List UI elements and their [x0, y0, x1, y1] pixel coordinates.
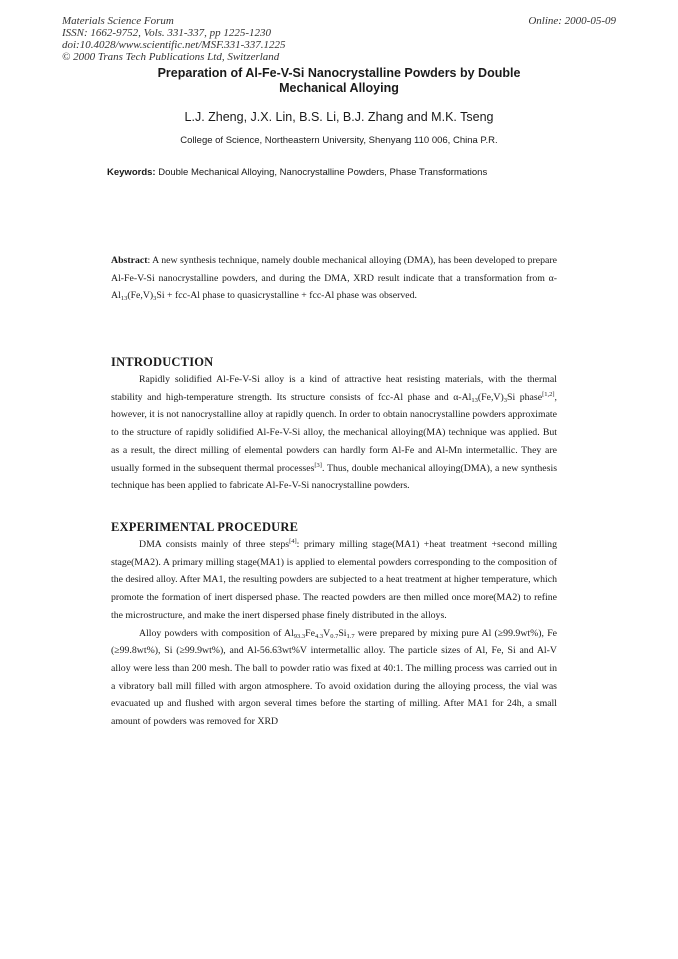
reference-citation: [4] [289, 538, 297, 545]
keywords-label: Keywords: [107, 167, 156, 178]
issn-line: ISSN: 1662-9752, Vols. 331-337, pp 1225-1230 [62, 27, 271, 39]
abstract-label: Abstract [111, 255, 148, 266]
doi-line: doi:10.4028/www.scientific.net/MSF.331-337.1225 [62, 39, 286, 51]
keywords [107, 167, 487, 178]
introduction-body: Rapidly solidified Al-Fe-V-Si alloy is a kind of attractive heat resisting materials, with the thermal stability and high-temperature strength. Its structure consists of fcc-Al phase and $\alpha-Al_{13}(Fe,V)_3Si$ phase[1,2], however, it is not nanocrystalline alloy at rapidly quench. In order to obtain nanocrystalline powders approximate to the structure of rapidly solidified Al-Fe-V-Si alloy, the mechanical alloying(MA) technique was applied. But as a result, the direct milling of elemental powders can hardly form Al-Fe and Al-Mn intermetallic. They are usually formed in the subsequent thermal processes[3]. Thus, double mechanical alloying(DMA), a new synthesis technique has been applied to fabricate Al-Fe-V-Si nanocrystalline powders. [111, 374, 558, 492]
affiliation: College of Science, Northeastern University, Shenyang 110 006, China P.R. [180, 135, 498, 146]
title-line-2: Mechanical Alloying [279, 81, 399, 95]
paper-title [100, 66, 578, 96]
experimental-heading: EXPERIMENTAL PROCEDURE [111, 520, 299, 534]
title-line-1: Preparation of Al-Fe-V-Si Nanocrystalline Powders by Double [157, 66, 521, 80]
abstract: Abstract: A new synthesis technique, namely double mechanical alloying (DMA), has been developed to prepare Al-Fe-V-Si nanocrystalline powders, and during the DMA, XRD result indicate that a transformation from $\alpha-Al_{13}(Fe,V)_3Si + fcc-Al$ phase to quasicrystalline + fcc-Al phase was observed. [111, 255, 557, 303]
journal-name: Materials Science Forum [62, 15, 174, 27]
reference-citation: [3] [314, 461, 322, 469]
authors: L.J. Zheng, J.X. Lin, B.S. Li, B.J. Zhang and M.K. Tseng [184, 110, 494, 124]
reference-citation: [1,2] [542, 390, 555, 398]
copyright-line: © 2000 Trans Tech Publications Ltd, Switzerland [62, 51, 280, 63]
experimental-body: DMA consists mainly of three steps[4]: primary milling stage(MA1) +heat treatment +second milling stage(MA2). A primary milling stage(MA1) is applied to elemental powders corresponding to the composition of the desired alloy. After MA1, the resulting powders are subjected to a heat treatment at higher temperature, which promote the formation of inert dispersed phase. The reacted powders are then milled once more(MA2) to refine the microstructure, and make the inert dispersed phase finely distributed in the alloys. Alloy powders with composition of $Al_{93.3}Fe_{4.3}V_{0.7}Si_{1.7}$ were prepared by mixing pure Al (≥99.9wt%), Fe (≥99.8wt%), Si (≥99.9wt%), and Al-56.63wt%V intermetallic alloy. The particle sizes of Al, Fe, Si and Al-V alloy were less than 200 mesh. The ball to powder ratio was fixed at 40:1. The milling process was carried out in a vibratory ball mill filled with argon atmosphere. To avoid oxidation during the alloying process, the vial was evacuated up and flushed with argon several times before the starting of milling. After MA1 for 24h, a small amount of powders was removed for XRD [111, 538, 557, 728]
introduction-heading: INTRODUCTION [111, 355, 214, 369]
keywords-text: Double Mechanical Alloying, Nanocrystalline Powders, Phase Transformations [158, 167, 488, 178]
online-date: Online: 2000-05-09 [528, 15, 616, 27]
journal-header [62, 15, 286, 63]
